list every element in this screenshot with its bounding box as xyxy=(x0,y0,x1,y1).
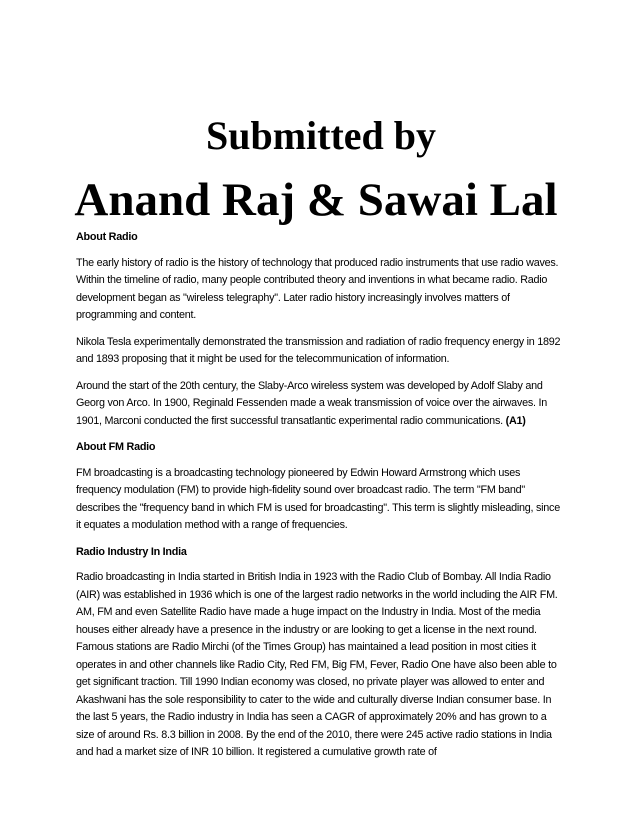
title-submitted-by: Submitted by xyxy=(205,113,437,158)
paragraph-radio-india: Radio broadcasting in India started in British India in 1923 with the Radio Club of Bombay. All India Radio (AIR) was established in 1936 which is one of the largest radio networks in the world including the AIR FM. AM, FM and even Satellite Radio have made a huge impact on the Industry in India. Most of the media houses either already have a presence in the industry or are looking to get a license in the next round. Famous stations are Radio Mirchi (of the Times Group) has maintained a lead position in most cities it operates in and other channels like Radio City, Red FM, Big FM, Fever, Radio One have also been able to get significant traction. Till 1990 Indian economy was closed, no private player was allowed to enter and Akashwani has the sole responsibility to cater to the wide and culturally diverse Indian consumer base. In the last 5 years, the Radio industry in India has seen a CAGR of approximately 20% and has grown to a size of around Rs. 8.3 billion in 2008. By the end of the 2010, there were 245 active radio stations in India and had a market size of INR 10 billion. It registered a cumulative growth rate of xyxy=(76,571,558,758)
title-block xyxy=(76,105,566,227)
heading-radio-industry-india: Radio Industry In India xyxy=(76,545,187,558)
paragraph-radio-history: The early history of radio is the history of technology that produced radio instruments that use radio waves. Within the timeline of radio, many people contributed theory and inventions in what became radio. Radio development began as "wireless telegraphy". Later radio history increasingly involves matters of programming and content. xyxy=(76,256,559,321)
citation-a1: (A1) xyxy=(505,414,526,427)
paragraph-tesla: Nikola Tesla experimentally demonstrated the transmission and radiation of radio frequency energy in 1892 and 1893 proposing that it might be used for the telecommunication of information. xyxy=(76,335,561,365)
document-body xyxy=(76,229,566,762)
paragraph-fm-broadcasting: FM broadcasting is a broadcasting technology pioneered by Edwin Howard Armstrong which uses frequency modulation (FM) to provide high-fidelity sound over broadcast radio. The term "FM band" describes the "frequency band in which FM is used for broadcasting". This term is slightly misleading, since it equates a modulation method with a range of frequencies. xyxy=(76,466,560,531)
paragraph-slaby-arco xyxy=(76,378,566,431)
paragraph-slaby-arco-text: Around the start of the 20th century, the Slaby-Arco wireless system was developed by Adolf Slaby and Georg von Arco. In 1900, Reginald Fessenden made a weak transmission of voice over the airwaves. In 1901, Marconi conducted the first successful transatlantic experimental radio communications. xyxy=(76,379,547,427)
title-authors: Anand Raj & Sawai Lal xyxy=(74,174,558,226)
heading-about-radio: About Radio xyxy=(76,231,138,243)
heading-about-fm-radio: About FM Radio xyxy=(76,441,156,453)
